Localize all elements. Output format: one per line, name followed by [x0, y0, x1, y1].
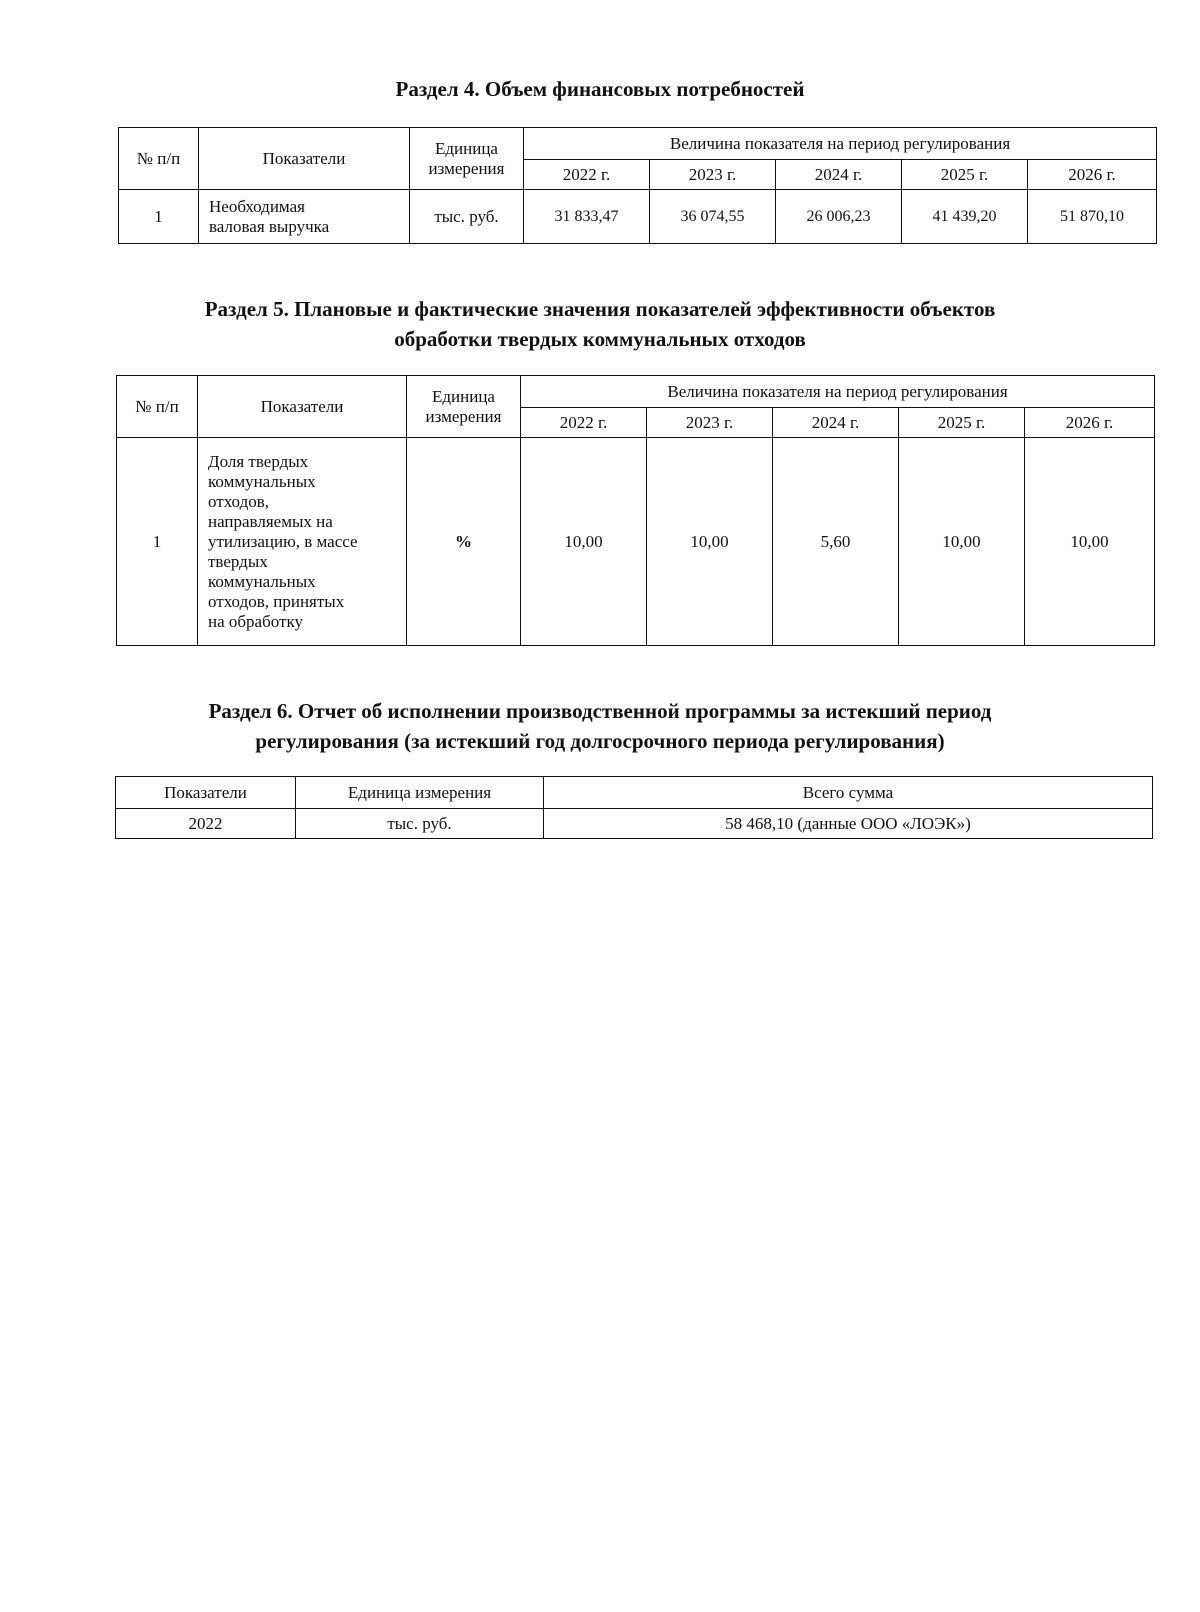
value-2026: 10,00 — [1025, 438, 1155, 646]
header-year-2025: 2025 г. — [899, 408, 1025, 438]
financial-needs-table — [118, 127, 1157, 244]
row-indicator-line: направляемых на — [208, 511, 333, 531]
header-year-2024: 2024 г. — [776, 160, 902, 190]
row-indicator-line: отходов, принятых — [208, 591, 345, 611]
section-4-title-text: Раздел 4. Объем финансовых потребностей — [395, 77, 805, 101]
table-row — [116, 809, 1153, 839]
row-indicator-line: на обработку — [208, 611, 303, 631]
row-num: 1 — [119, 190, 199, 244]
header-num: № п/п — [119, 128, 199, 190]
header-unit-line1: Единица — [432, 386, 495, 406]
header-unit-line1: Единица — [435, 138, 498, 158]
value-2024: 26 006,23 — [776, 190, 902, 244]
section-5-title — [100, 294, 1100, 354]
section-6-title-line1: Раздел 6. Отчет об исполнении производственной программы за истекший период — [208, 699, 992, 723]
value-2025: 41 439,20 — [902, 190, 1028, 244]
row-unit: % — [407, 438, 521, 646]
table-header-row — [116, 777, 1153, 809]
program-report-table — [115, 776, 1153, 839]
header-num: № п/п — [117, 376, 198, 438]
header-period: Величина показателя на период регулирования — [524, 128, 1157, 160]
value-2025: 10,00 — [899, 438, 1025, 646]
table-row — [117, 438, 1155, 646]
row-num: 1 — [117, 438, 198, 646]
header-period: Величина показателя на период регулирования — [521, 376, 1155, 408]
value-2023: 36 074,55 — [650, 190, 776, 244]
header-year-2023: 2023 г. — [650, 160, 776, 190]
row-indicator-line2: валовая выручка — [209, 216, 330, 236]
header-year-2022: 2022 г. — [521, 408, 647, 438]
table-header-row — [119, 128, 1157, 160]
table-header-row — [117, 376, 1155, 408]
header-unit — [410, 128, 524, 190]
section-5-title-line1: Раздел 5. Плановые и фактические значения показателей эффективности объектов — [204, 297, 996, 321]
header-year-2025: 2025 г. — [902, 160, 1028, 190]
header-indicator: Показатели — [199, 128, 410, 190]
header-unit-line2: измерения — [425, 406, 502, 426]
row-indicator-line: твердых — [208, 551, 268, 571]
row-indicator: 2022 — [116, 809, 296, 839]
header-unit — [407, 376, 521, 438]
header-unit-line2: измерения — [428, 158, 505, 178]
row-indicator-line: утилизацию, в массе — [208, 531, 358, 551]
value-2022: 10,00 — [521, 438, 647, 646]
row-indicator — [199, 190, 410, 244]
row-indicator-line1: Необходимая — [209, 196, 305, 216]
row-unit: тыс. руб. — [296, 809, 544, 839]
row-indicator-line: коммунальных — [208, 471, 316, 491]
efficiency-table — [116, 375, 1155, 646]
header-indicator: Показатели — [116, 777, 296, 809]
section-5-title-line2: обработки твердых коммунальных отходов — [394, 327, 806, 351]
section-4-title — [100, 74, 1100, 104]
header-total: Всего сумма — [544, 777, 1153, 809]
section-6-title-line2: регулирования (за истекший год долгосрочного периода регулирования) — [255, 729, 945, 753]
header-indicator: Показатели — [198, 376, 407, 438]
header-year-2022: 2022 г. — [524, 160, 650, 190]
row-indicator-line: отходов, — [208, 491, 269, 511]
value-2022: 31 833,47 — [524, 190, 650, 244]
row-indicator-line: коммунальных — [208, 571, 316, 591]
table-row — [119, 190, 1157, 244]
header-unit: Единица измерения — [296, 777, 544, 809]
value-2023: 10,00 — [647, 438, 773, 646]
header-year-2023: 2023 г. — [647, 408, 773, 438]
row-indicator — [198, 438, 407, 646]
section-6-title — [100, 696, 1100, 756]
value-2026: 51 870,10 — [1028, 190, 1157, 244]
row-unit: тыс. руб. — [410, 190, 524, 244]
header-year-2026: 2026 г. — [1025, 408, 1155, 438]
value-2024: 5,60 — [773, 438, 899, 646]
header-year-2026: 2026 г. — [1028, 160, 1157, 190]
header-year-2024: 2024 г. — [773, 408, 899, 438]
row-indicator-line: Доля твердых — [208, 451, 309, 471]
row-total: 58 468,10 (данные ООО «ЛОЭК») — [544, 809, 1153, 839]
